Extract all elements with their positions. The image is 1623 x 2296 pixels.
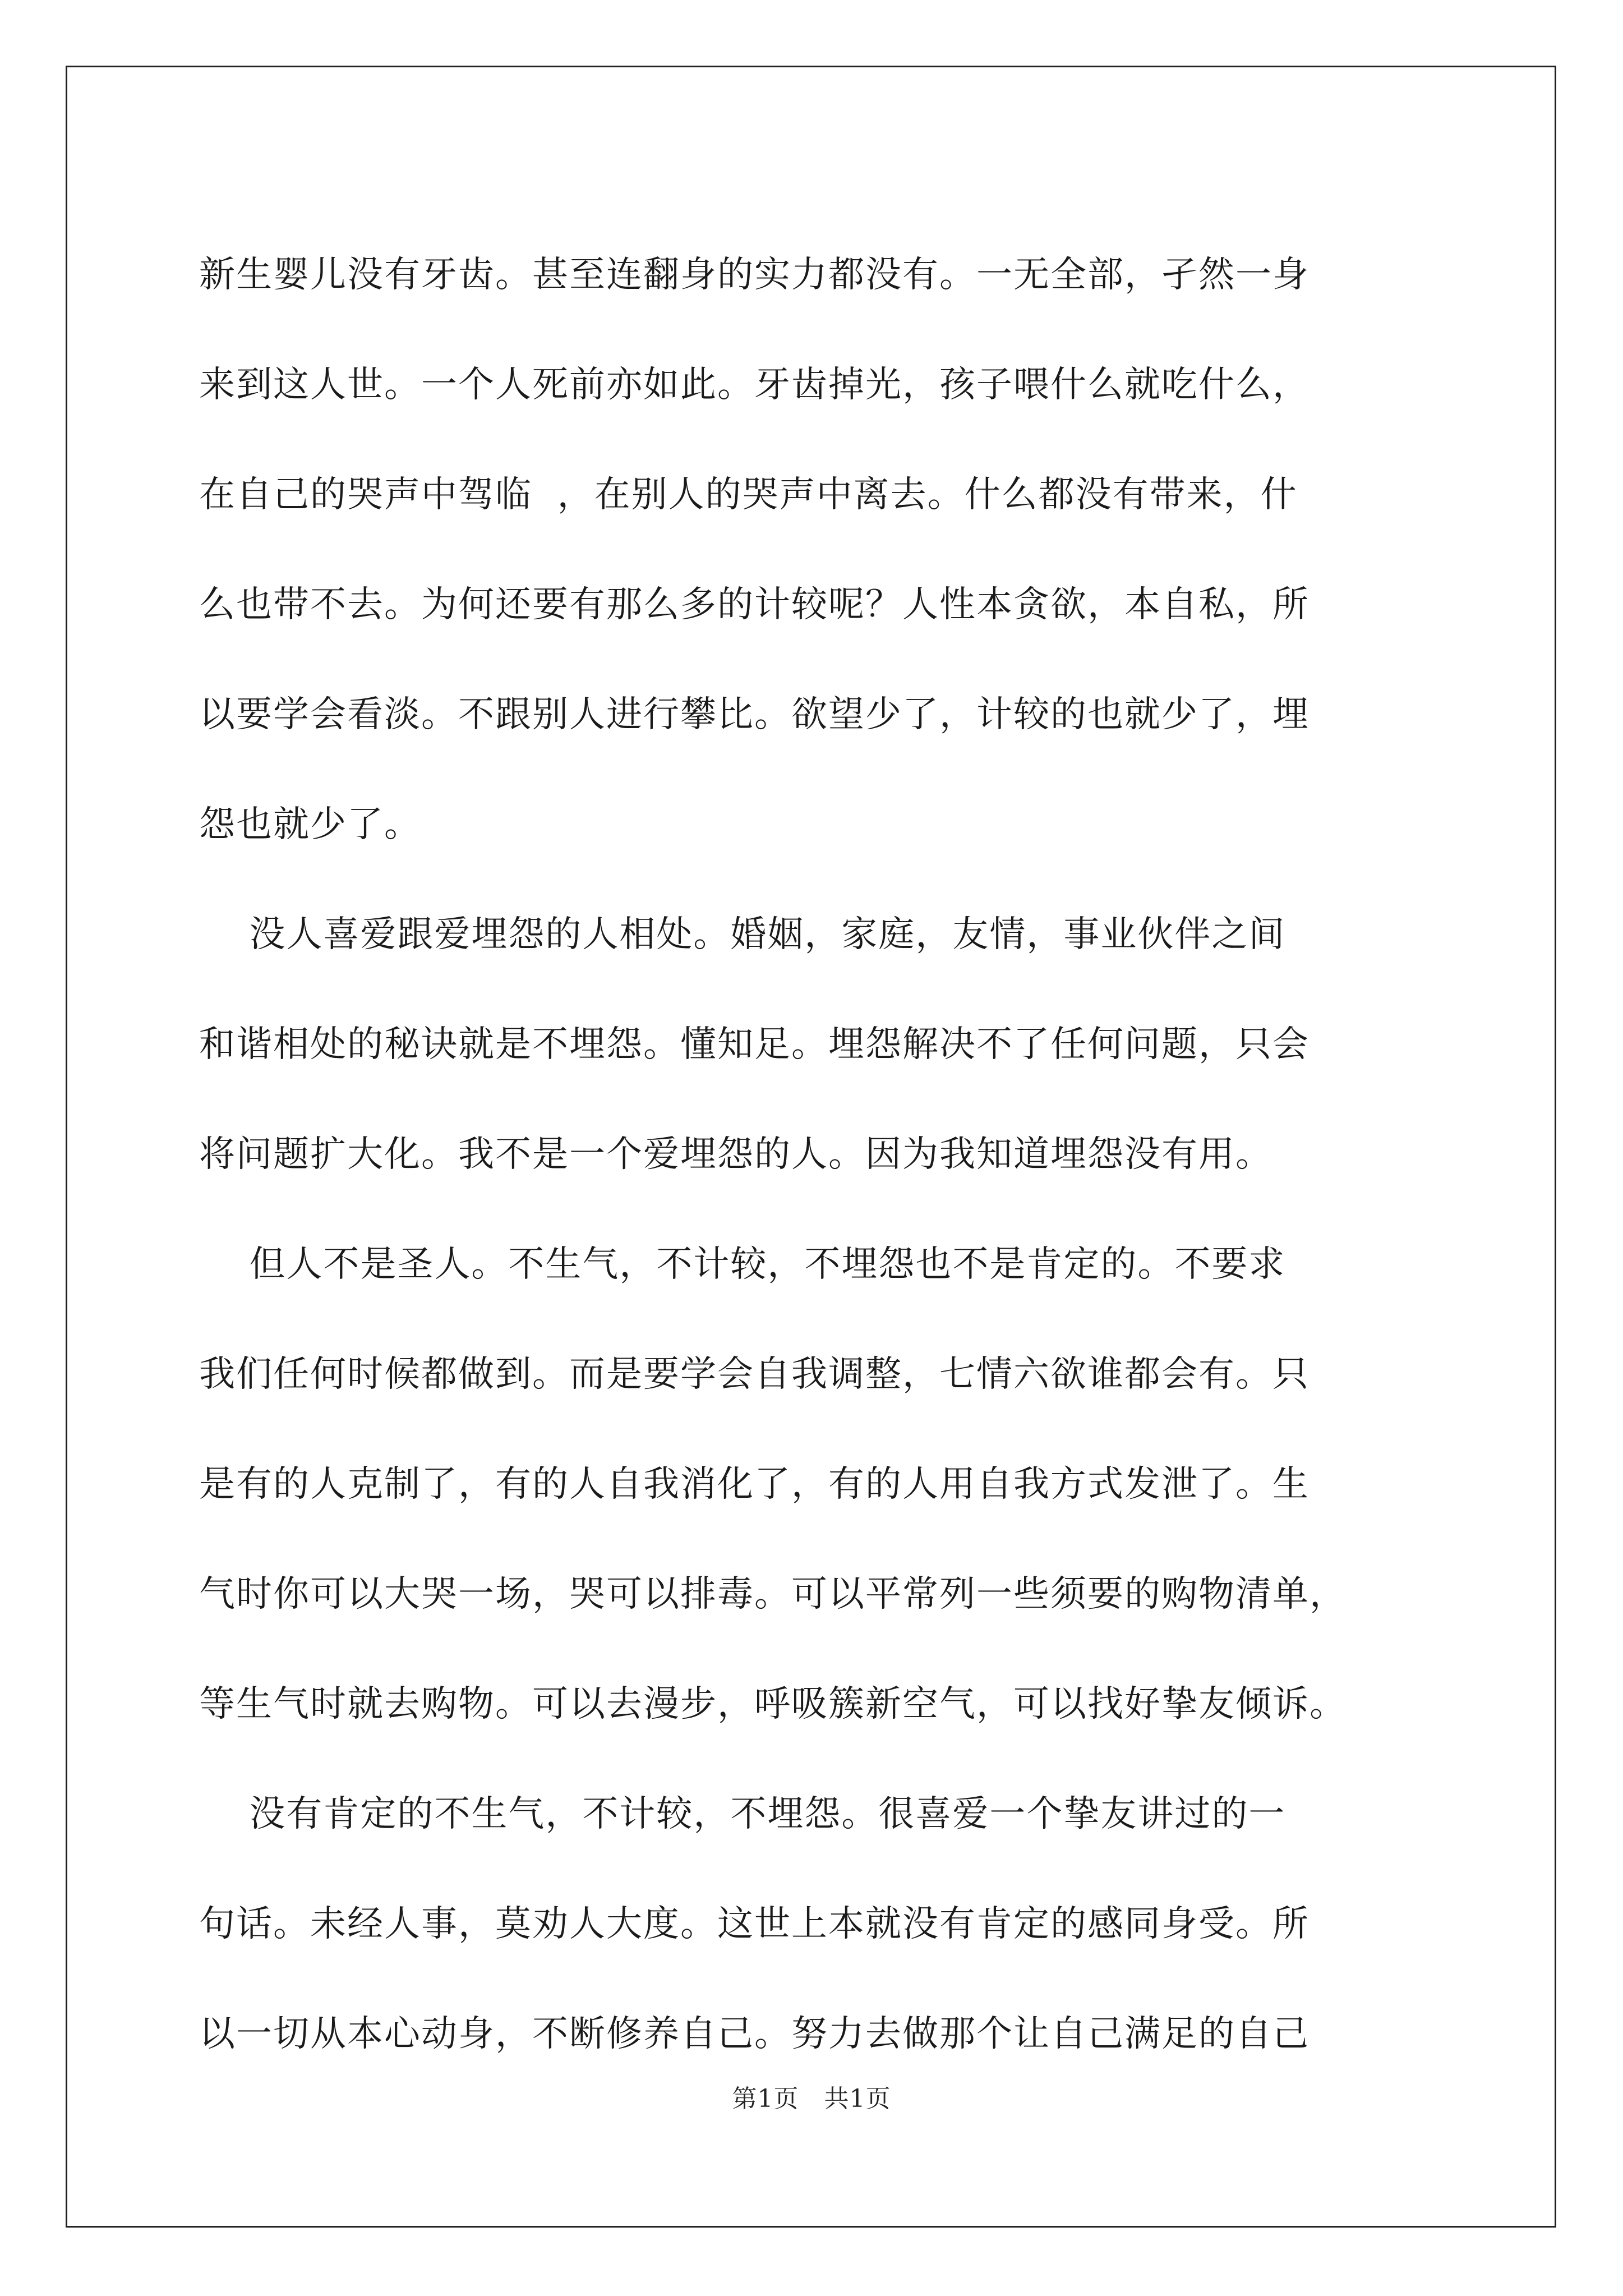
text-line: 来到这人世。一个人死前亦如此。牙齿掉光，孩子喂什么就吃什么， — [199, 364, 1310, 406]
text-line: 在自己的哭声中驾临 ，在别人的哭声中离去。什么都没有带来，什 — [199, 474, 1298, 516]
text-line: 我们任何时候都做到。而是要学会自我调整，七情六欲谁都会有。只 — [199, 1354, 1310, 1395]
text-line: 和谐相处的秘诀就是不埋怨。懂知足。埋怨解决不了任何问题，只会 — [199, 1024, 1310, 1065]
document-body — [199, 220, 1455, 2089]
text-line: 但人不是圣人。不生气，不计较，不埋怨也不是肯定的。不要求 — [199, 1244, 1286, 1285]
text-line: 句话。未经人事，莫劝人大度。这世上本就没有肯定的感同身受。所 — [199, 1903, 1310, 1945]
text-line: 气时你可以大哭一场，哭可以排毒。可以平常列一些须要的购物清单， — [199, 1573, 1347, 1615]
text-line: 是有的人克制了，有的人自我消化了，有的人用自我方式发泄了。生 — [199, 1464, 1310, 1505]
text-line: 么也带不去。为何还要有那么多的计较呢？人性本贪欲，本自私，所 — [199, 584, 1310, 625]
text-line: 新生婴儿没有牙齿。甚至连翻身的实力都没有。一无全部，孑然一身 — [199, 254, 1310, 296]
text-line: 等生气时就去购物。可以去漫步，呼吸簇新空气，可以找好挚友倾诉。 — [199, 1683, 1347, 1725]
text-line: 以要学会看淡。不跟别人进行攀比。欲望少了，计较的也就少了，埋 — [199, 694, 1310, 735]
page-number-label: 第1页 共1页 — [732, 2085, 891, 2113]
text-line: 怨也就少了。 — [199, 804, 421, 845]
text-line: 将问题扩大化。我不是一个爱埋怨的人。因为我知道埋怨没有用。 — [199, 1134, 1272, 1175]
text-line: 以一切从本心动身，不断修养自己。努力去做那个让自己满足的自己 — [199, 2013, 1310, 2055]
page-footer — [0, 2078, 1623, 2114]
text-line: 没人喜爱跟爱埋怨的人相处。婚姻，家庭，友情，事业伙伴之间 — [199, 914, 1286, 955]
text-line: 没有肯定的不生气，不计较，不埋怨。很喜爱一个挚友讲过的一 — [199, 1793, 1286, 1835]
